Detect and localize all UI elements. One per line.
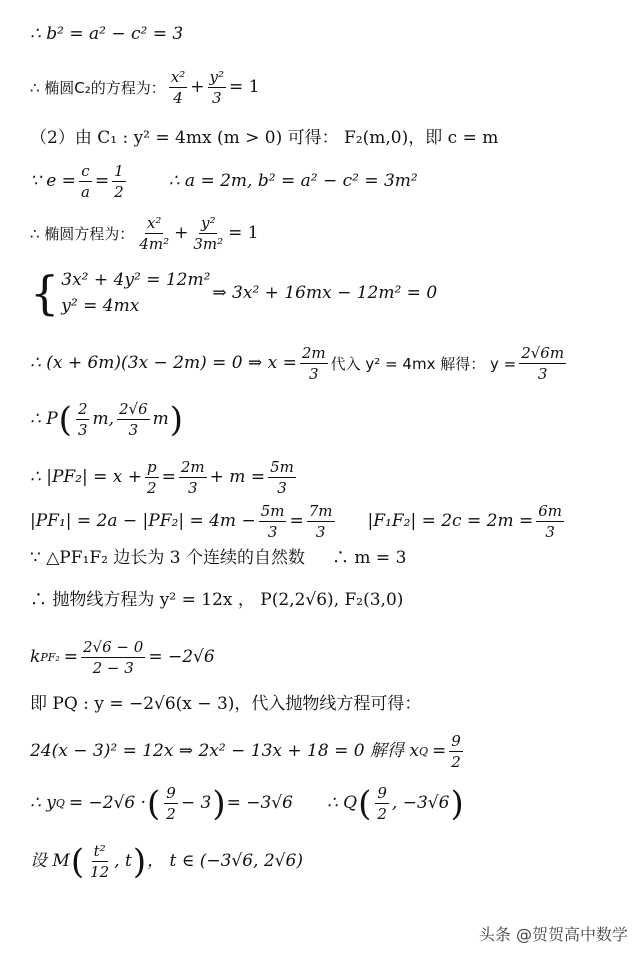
equation-tail: ∴ a = 2m, b² = a² − c² = 3m² — [168, 171, 418, 192]
fraction: $\frac{5m}{3}$ — [270, 458, 294, 497]
fraction: $\frac{5m}{3}$ — [260, 502, 285, 541]
equation-text: （2）由 C₁ : y² = 4mx (m > 0) 可得： F₂(m,0)，即 c = m — [30, 128, 499, 148]
equation-tail: ， t ∈ (−3√6, 2√6) — [147, 851, 303, 872]
equation-text: 设 M — [30, 851, 70, 872]
equation-system — [61, 270, 210, 317]
subscript: Q — [55, 796, 65, 810]
line-solve-x — [30, 344, 569, 383]
equation-text: 即 PQ : y = −2√6(x − 3)，代入抛物线方程可得： — [30, 694, 422, 714]
system-bottom: y² = 4mx — [61, 296, 140, 317]
line-pf2 — [30, 458, 299, 497]
fraction: $\frac{\text{y²}}{\text{3m²}}$ — [193, 214, 224, 253]
paren-close-icon: ) — [169, 399, 184, 440]
line-point-p — [30, 400, 184, 439]
paren-open-icon: ( — [58, 399, 72, 440]
system-top: 3x² + 4y² = 12m² — [61, 270, 211, 290]
equation-text: k — [30, 647, 41, 668]
subscript: Q — [418, 744, 428, 758]
operator: = — [94, 171, 110, 192]
equation-text: ∴ b² = a² − c² = 3 — [30, 24, 184, 44]
fraction: $\frac{9}{2}$ — [377, 784, 387, 823]
equation-tail: = −3√6 — [226, 793, 293, 814]
operator: = −2√6 · — [68, 793, 147, 814]
paren-close-icon: ) — [212, 783, 226, 824]
line-point-q — [30, 784, 465, 823]
line-ellipse-equation — [30, 214, 259, 253]
equation-tail: = 1 — [228, 223, 259, 244]
line-ellipse-c2 — [30, 68, 260, 107]
watermark: 头条 @贺贺高中数学 — [478, 925, 628, 944]
equation-text: ∵ △PF₁F₂ 边长为 3 个连续的自然数 ∴ m = 3 — [30, 548, 407, 568]
operator: − 3 — [180, 793, 212, 814]
equation-text: ∴ Q — [326, 793, 358, 814]
line-point-m — [30, 842, 303, 881]
fraction: $\frac{2m}{3}$ — [301, 344, 326, 383]
line-parabola — [30, 590, 403, 610]
equation-text: ∴ |PF₂| = x + — [30, 467, 143, 488]
fraction: $\frac{9}{2}$ — [451, 732, 461, 771]
equation-text: ∵ e = — [30, 171, 76, 192]
equation-text: ∴ 抛物线方程为 y² = 12x ， P(2,2√6), F₂(3,0) — [30, 590, 404, 610]
line-triangle — [30, 548, 406, 568]
label-text: ∴ 椭圆方程为： — [30, 224, 135, 243]
fraction: $\frac{\text{x²}}{4}$ — [170, 68, 186, 107]
paren-open-icon: ( — [70, 841, 85, 882]
equation-text: , −3√6 — [391, 793, 450, 814]
equation-text: m — [152, 409, 169, 430]
subscript: PF₂ — [40, 650, 60, 664]
paren-open-icon: ( — [358, 783, 372, 824]
equation-text: , t — [114, 851, 132, 872]
equation-tail: = −2√6 — [148, 647, 215, 668]
equation-tail: ⇒ 3x² + 16mx − 12m² = 0 — [212, 283, 438, 304]
operator: = — [289, 511, 304, 532]
brace-icon: { — [30, 266, 60, 321]
equation-text: ∴ P — [30, 409, 58, 430]
operator: + — [174, 223, 189, 244]
equation-text: 代入 y² = 4mx 解得： y = — [330, 354, 517, 373]
operator: = — [63, 647, 79, 668]
equation-text: ∴ y — [30, 793, 56, 814]
line-system — [30, 266, 438, 321]
fraction: $\frac{\text{t²}}{12}$ — [90, 842, 110, 881]
line-eccentricity — [30, 162, 418, 201]
fraction: $\frac{2√6m}{3}$ — [521, 344, 565, 383]
operator: = — [431, 741, 447, 762]
fraction: $\frac{9}{2}$ — [166, 784, 176, 823]
fraction: $\frac{c}{a}$ — [80, 162, 90, 201]
line-part-2 — [30, 128, 498, 148]
fraction: $\frac{6m}{3}$ — [538, 502, 562, 541]
equation-tail: = 1 — [229, 77, 260, 98]
equation-text: |PF₁| = 2a − |PF₂| = 4m − — [30, 511, 256, 532]
line-slope — [30, 638, 215, 677]
fraction: $\frac{2√6 - 0}{2 - 3}$ — [83, 638, 144, 677]
line-pf1 — [30, 502, 567, 541]
fraction: $\frac{1}{2}$ — [114, 162, 124, 201]
operator: = — [161, 467, 176, 488]
line-b-squared — [30, 24, 183, 44]
label-text: ∴ 椭圆C₂的方程为： — [30, 78, 166, 97]
fraction: $\frac{p}{2}$ — [147, 458, 157, 497]
paren-close-icon: ) — [450, 783, 464, 824]
paren-open-icon: ( — [147, 783, 161, 824]
equation-text: 24(x − 3)² = 12x ⇒ 2x² − 13x + 18 = 0 解得 x — [30, 741, 419, 762]
fraction: $\frac{2√6}{3}$ — [119, 400, 148, 439]
paren-close-icon: ) — [132, 841, 147, 882]
equation-text: m, — [92, 409, 115, 430]
fraction: $\frac{7m}{3}$ — [308, 502, 333, 541]
equation-text: |F₁F₂| = 2c = 2m = — [367, 511, 534, 532]
line-quadratic — [30, 732, 466, 771]
line-pq — [30, 694, 421, 714]
equation-text: ∴ (x + 6m)(3x − 2m) = 0 ⇒ x = — [30, 353, 297, 374]
fraction: $\frac{\text{y²}}{3}$ — [209, 68, 225, 107]
operator: + — [190, 77, 205, 98]
fraction: $\frac{2}{3}$ — [77, 400, 88, 439]
fraction: $\frac{2m}{3}$ — [180, 458, 205, 497]
operator: + m = — [209, 467, 266, 488]
fraction: $\frac{\text{x²}}{\text{4m²}}$ — [139, 214, 170, 253]
